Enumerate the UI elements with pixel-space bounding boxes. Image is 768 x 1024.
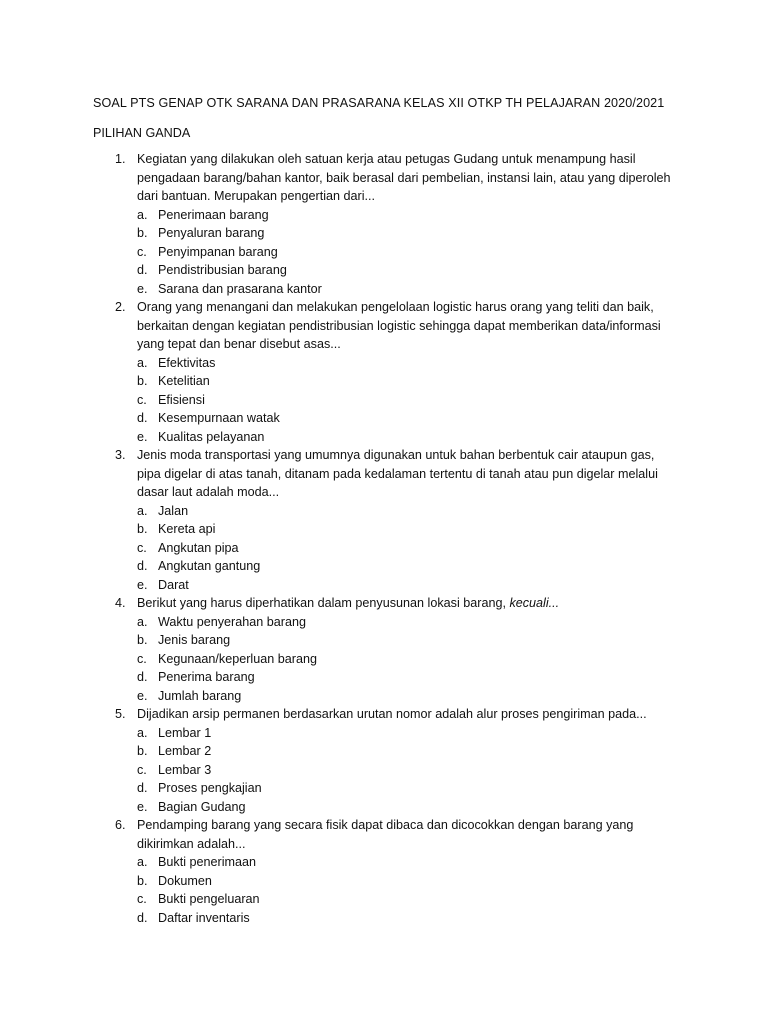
option-list bbox=[137, 206, 693, 299]
answer-option bbox=[137, 261, 693, 280]
option-list bbox=[137, 354, 693, 447]
option-text: Penyimpanan barang bbox=[158, 244, 278, 259]
answer-option bbox=[137, 742, 693, 761]
section-title: PILIHAN GANDA bbox=[93, 126, 191, 140]
question-number: 5. bbox=[115, 707, 126, 721]
option-label: b. bbox=[137, 633, 148, 647]
option-label: c. bbox=[137, 651, 147, 666]
option-text: Sarana dan prasarana kantor bbox=[158, 281, 322, 296]
option-label: d. bbox=[137, 411, 148, 425]
question-item bbox=[93, 705, 693, 816]
option-text: Efisiensi bbox=[158, 392, 205, 407]
option-label: d. bbox=[137, 670, 148, 684]
option-text: Ketelitian bbox=[158, 374, 210, 388]
question-number: 1. bbox=[115, 152, 126, 166]
option-text: Dokumen bbox=[158, 873, 212, 888]
answer-option bbox=[137, 872, 693, 891]
option-text: Penerimaan barang bbox=[158, 207, 269, 222]
question-item bbox=[93, 298, 693, 446]
option-label: a. bbox=[137, 503, 148, 518]
option-text: Kereta api bbox=[158, 522, 216, 536]
option-text: Waktu penyerahan barang bbox=[158, 614, 306, 629]
option-text: Jalan bbox=[158, 503, 189, 518]
answer-option bbox=[137, 557, 693, 576]
question-text-line: dari bantuan. Merupakan pengertian dari... bbox=[137, 189, 376, 203]
answer-option bbox=[137, 909, 693, 928]
answer-option bbox=[137, 539, 693, 558]
answer-option bbox=[137, 280, 693, 299]
option-list bbox=[137, 853, 693, 927]
option-label: d. bbox=[137, 263, 148, 277]
option-text: Proses pengkajian bbox=[158, 781, 262, 795]
option-label: b. bbox=[137, 873, 148, 888]
option-label: e. bbox=[137, 799, 148, 814]
answer-option bbox=[137, 668, 693, 687]
question-text-line: Dijadikan arsip permanen berdasarkan urutan nomor adalah alur proses pengiriman pada... bbox=[137, 707, 647, 721]
option-label: b. bbox=[137, 374, 148, 388]
option-label: d. bbox=[137, 559, 148, 573]
answer-option bbox=[137, 798, 693, 817]
option-text: Lembar 1 bbox=[158, 725, 212, 740]
option-label: a. bbox=[137, 855, 148, 869]
question-text-line: Pendamping barang yang secara fisik dapat dibaca dan dicocokkan dengan barang yang bbox=[137, 818, 634, 832]
option-text: Lembar 2 bbox=[158, 744, 212, 758]
option-label: e. bbox=[137, 429, 148, 444]
answer-option bbox=[137, 576, 693, 595]
option-text: Kualitas pelayanan bbox=[158, 429, 265, 444]
option-label: a. bbox=[137, 725, 148, 740]
option-label: e. bbox=[137, 688, 148, 703]
answer-option bbox=[137, 613, 693, 632]
option-text: Daftar inventaris bbox=[158, 910, 250, 925]
option-text: Jumlah barang bbox=[158, 688, 242, 703]
answer-option bbox=[137, 428, 693, 447]
option-label: c. bbox=[137, 244, 147, 259]
question-text-line: dikirimkan adalah... bbox=[137, 836, 246, 851]
option-text: Pendistribusian barang bbox=[158, 263, 287, 277]
answer-option bbox=[137, 409, 693, 428]
option-text: Bagian Gudang bbox=[158, 799, 246, 814]
question-text-line: Jenis moda transportasi yang umumnya digunakan untuk bahan berbentuk cair ataupun gas, bbox=[137, 448, 655, 462]
question-text-line: berkaitan dengan kegiatan pendistribusian logistic sehingga dapat memberikan data/informasi bbox=[137, 318, 661, 333]
question-text-line: yang tepat dan benar disebut asas... bbox=[137, 337, 341, 351]
question-number: 4. bbox=[115, 596, 126, 610]
question-item bbox=[93, 816, 693, 927]
question-text-line bbox=[137, 594, 693, 613]
question-text-line: Orang yang menangani dan melakukan pengelolaan logistic harus orang yang teliti dan baik, bbox=[137, 300, 654, 314]
question-emphasis: kecuali... bbox=[509, 596, 560, 610]
option-label: d. bbox=[137, 781, 148, 795]
option-label: e. bbox=[137, 281, 148, 296]
option-text: Kesempurnaan watak bbox=[158, 411, 280, 425]
answer-option bbox=[137, 779, 693, 798]
question-list bbox=[93, 150, 693, 927]
answer-option bbox=[137, 354, 693, 373]
option-text: Darat bbox=[158, 577, 189, 592]
option-label: a. bbox=[137, 614, 148, 629]
option-list bbox=[137, 724, 693, 817]
answer-option bbox=[137, 372, 693, 391]
answer-option bbox=[137, 890, 693, 909]
option-text: Angkutan pipa bbox=[158, 540, 239, 555]
answer-option bbox=[137, 761, 693, 780]
question-text-line: pengadaan barang/bahan kantor, baik berasal dari pembelian, instansi lain, atau yang diperoleh bbox=[137, 170, 671, 185]
question-item bbox=[93, 594, 693, 705]
question-text-line: dasar laut adalah moda... bbox=[137, 485, 280, 499]
option-label: c. bbox=[137, 762, 147, 777]
question-number: 2. bbox=[115, 300, 126, 314]
answer-option bbox=[137, 520, 693, 539]
answer-option bbox=[137, 391, 693, 410]
answer-option bbox=[137, 687, 693, 706]
answer-option bbox=[137, 724, 693, 743]
question-number: 3. bbox=[115, 448, 126, 462]
option-text: Efektivitas bbox=[158, 355, 216, 370]
answer-option bbox=[137, 631, 693, 650]
answer-option bbox=[137, 206, 693, 225]
option-list bbox=[137, 613, 693, 706]
option-text: Lembar 3 bbox=[158, 762, 212, 777]
option-label: d. bbox=[137, 910, 148, 925]
option-label: b. bbox=[137, 744, 148, 758]
question-text: Berikut yang harus diperhatikan dalam penyusunan lokasi barang, bbox=[137, 596, 506, 610]
answer-option bbox=[137, 224, 693, 243]
answer-option bbox=[137, 243, 693, 262]
option-list bbox=[137, 502, 693, 595]
option-text: Angkutan gantung bbox=[158, 559, 261, 573]
question-number: 6. bbox=[115, 818, 126, 832]
option-label: a. bbox=[137, 207, 148, 222]
answer-option bbox=[137, 853, 693, 872]
document-title: SOAL PTS GENAP OTK SARANA DAN PRASARANA KELAS XII OTKP TH PELAJARAN 2020/2021 bbox=[93, 96, 665, 110]
question-text-line: pipa digelar di atas tanah, ditanam pada kedalaman tertentu di tanah atau pun digelar melalui bbox=[137, 466, 658, 481]
option-label: a. bbox=[137, 355, 148, 370]
option-text: Penerima barang bbox=[158, 670, 255, 684]
option-text: Bukti pengeluaran bbox=[158, 892, 260, 906]
option-label: c. bbox=[137, 892, 147, 906]
option-text: Jenis barang bbox=[158, 633, 231, 647]
option-text: Bukti penerimaan bbox=[158, 855, 257, 869]
option-label: c. bbox=[137, 540, 147, 555]
option-label: b. bbox=[137, 522, 148, 536]
option-text: Kegunaan/keperluan barang bbox=[158, 651, 317, 666]
question-item bbox=[93, 446, 693, 594]
option-label: b. bbox=[137, 226, 148, 240]
option-text: Penyaluran barang bbox=[158, 226, 265, 240]
option-label: c. bbox=[137, 392, 147, 407]
question-text-line: Kegiatan yang dilakukan oleh satuan kerja atau petugas Gudang untuk menampung hasil bbox=[137, 152, 636, 166]
question-item bbox=[93, 150, 693, 298]
option-label: e. bbox=[137, 577, 148, 592]
answer-option bbox=[137, 502, 693, 521]
answer-option bbox=[137, 650, 693, 669]
